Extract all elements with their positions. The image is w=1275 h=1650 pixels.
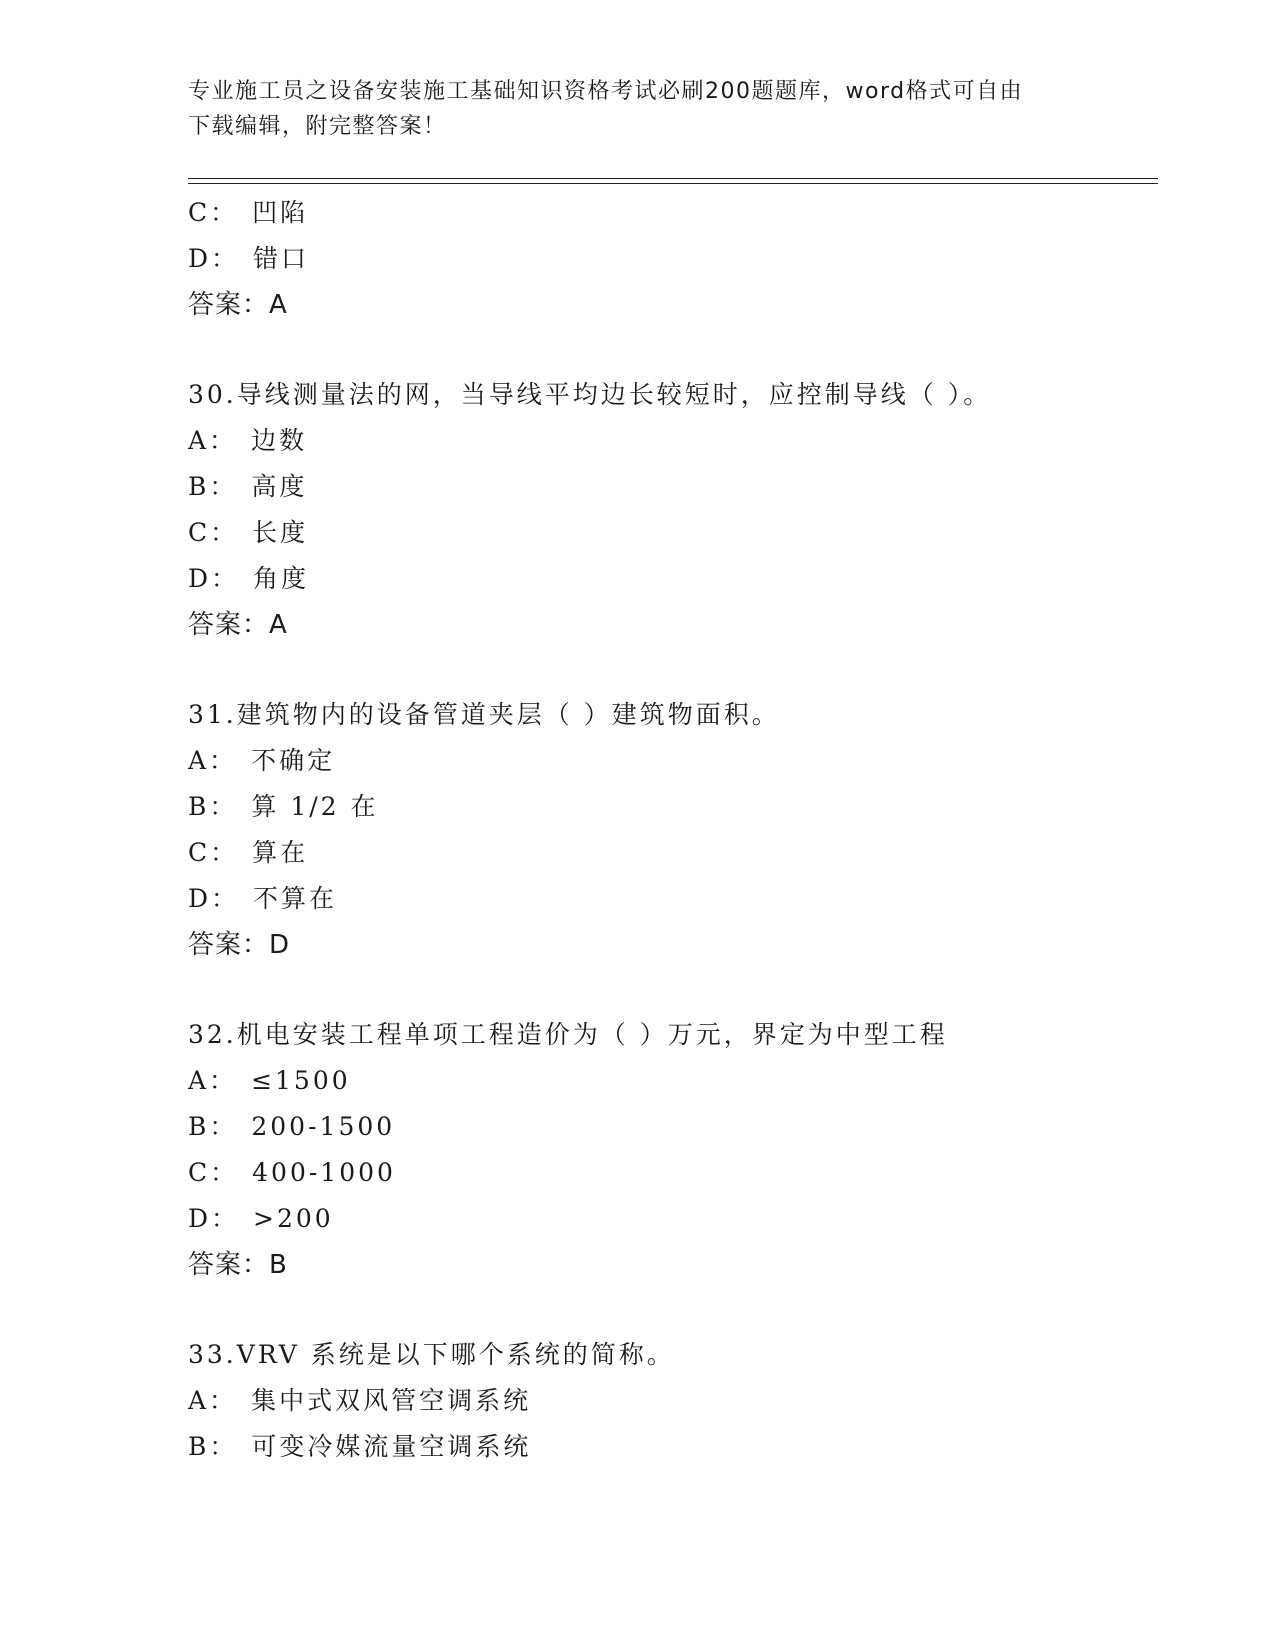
option-text: 400-1000: [252, 1158, 396, 1187]
answer-line: [188, 602, 1168, 648]
option-label: B：: [188, 1432, 238, 1461]
option-item: [188, 464, 1168, 510]
option-text: 集中式双风管空调系统: [251, 1386, 532, 1415]
question-item: [188, 1012, 1168, 1288]
answer-label: 答案：: [188, 930, 270, 960]
option-label: C：: [188, 198, 239, 227]
option-item: [188, 1104, 1168, 1150]
question-item: [188, 372, 1168, 648]
answer-label: 答案：: [188, 290, 270, 320]
option-item: [188, 1424, 1168, 1470]
option-text: 200-1500: [251, 1112, 396, 1141]
question-stem: [188, 1012, 1168, 1058]
option-text: 边数: [251, 426, 308, 455]
option-item: [188, 738, 1168, 784]
question-number: 31.: [188, 700, 237, 729]
answer-value: A: [269, 610, 288, 640]
option-text: 不确定: [251, 746, 336, 775]
option-item: [188, 556, 1168, 602]
option-item: [188, 236, 1168, 282]
document-header: [188, 74, 1078, 144]
option-item: [188, 830, 1168, 876]
question-text: 导线测量法的网，当导线平均边长较短时，应控制导线（ ）。: [236, 380, 992, 409]
option-item: [188, 190, 1168, 236]
option-label: A：: [188, 426, 238, 455]
question-number: 33.: [188, 1340, 237, 1369]
option-text: 长度: [252, 518, 309, 547]
answer-value: A: [269, 290, 288, 320]
option-item: [188, 1378, 1168, 1424]
option-item: [188, 1150, 1168, 1196]
question-text: 建筑物内的设备管道夹层（ ）建筑物面积。: [236, 700, 780, 729]
option-label: B：: [188, 1112, 238, 1141]
question-item: [188, 692, 1168, 968]
header-line-2: 下载编辑，附完整答案！: [188, 114, 447, 139]
answer-label: 答案：: [188, 610, 270, 640]
option-label: B：: [188, 472, 238, 501]
question-item: [188, 1332, 1168, 1470]
option-text: 角度: [253, 564, 310, 593]
option-text: 算在: [252, 838, 309, 867]
option-item: [188, 510, 1168, 556]
option-item: [188, 1196, 1168, 1242]
question-stem: [188, 1332, 1168, 1378]
header-rule-top: [188, 178, 1158, 179]
option-label: D：: [188, 884, 240, 913]
answer-line: [188, 1242, 1168, 1288]
option-item: [188, 418, 1168, 464]
question-number: 32.: [188, 1020, 237, 1049]
answer-label: 答案：: [188, 1250, 270, 1280]
option-label: C：: [188, 1158, 239, 1187]
option-label: D：: [188, 244, 240, 273]
option-text: >200: [253, 1204, 334, 1233]
option-label: A：: [188, 1066, 238, 1095]
answer-line: [188, 922, 1168, 968]
option-text: 不算在: [253, 884, 338, 913]
option-item: [188, 784, 1168, 830]
option-text: ≤1500: [251, 1066, 351, 1095]
header-rule-bottom: [188, 183, 1158, 184]
option-label: B：: [188, 792, 238, 821]
option-text: 高度: [251, 472, 308, 501]
option-label: D：: [188, 1204, 240, 1233]
question-list: [188, 190, 1168, 1470]
partial-question: [188, 190, 1168, 328]
option-label: C：: [188, 518, 239, 547]
answer-value: B: [269, 1250, 288, 1280]
option-item: [188, 1058, 1168, 1104]
option-label: C：: [188, 838, 239, 867]
answer-line: [188, 282, 1168, 328]
option-text: 错口: [253, 244, 310, 273]
option-text: 可变冷媒流量空调系统: [251, 1432, 532, 1461]
question-stem: [188, 692, 1168, 738]
option-label: D：: [188, 564, 240, 593]
option-label: A：: [188, 1386, 238, 1415]
question-stem: [188, 372, 1168, 418]
option-text: 凹陷: [252, 198, 309, 227]
option-label: A：: [188, 746, 238, 775]
option-item: [188, 876, 1168, 922]
question-number: 30.: [188, 380, 237, 409]
option-text: 算 1/2 在: [251, 792, 379, 821]
header-line-1: 专业施工员之设备安装施工基础知识资格考试必刷200题题库，word格式可自由: [188, 79, 1024, 104]
question-text: 机电安装工程单项工程造价为（ ）万元，界定为中型工程: [236, 1020, 948, 1049]
question-text: VRV 系统是以下哪个系统的简称。: [236, 1340, 675, 1369]
answer-value: D: [269, 930, 291, 960]
